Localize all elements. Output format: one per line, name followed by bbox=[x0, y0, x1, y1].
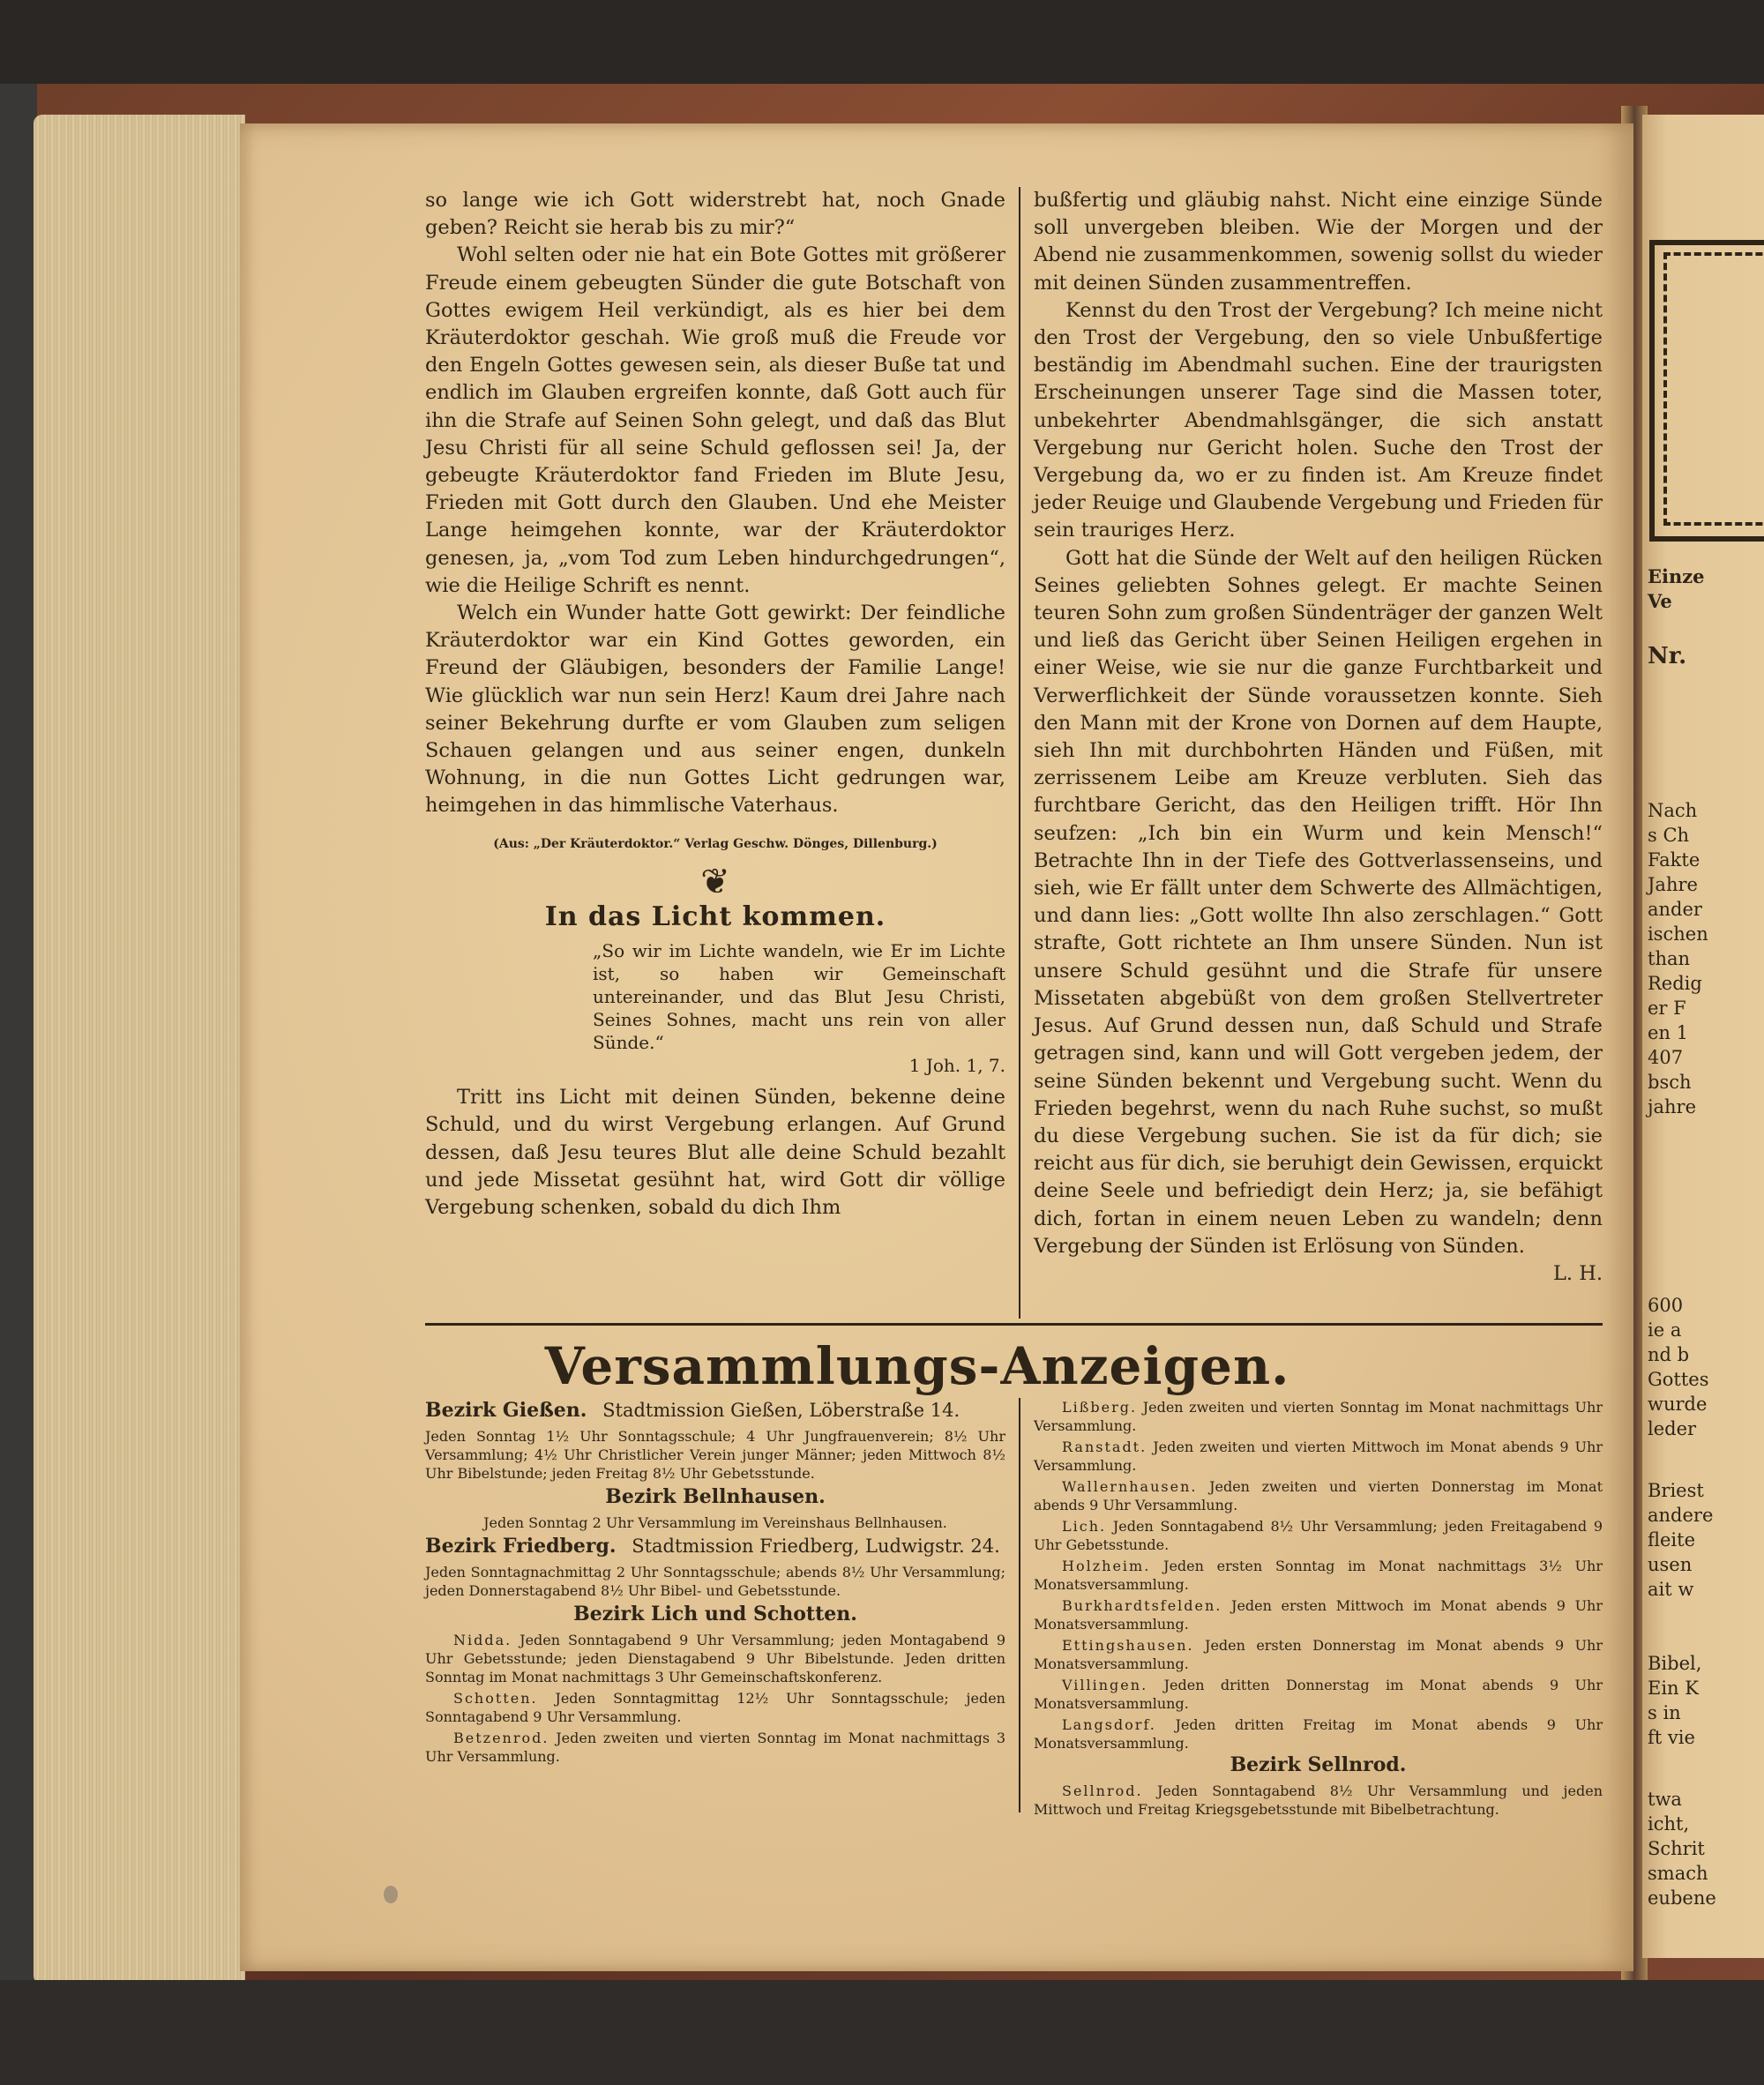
district-name: Bezirk Friedberg. bbox=[425, 1535, 617, 1558]
fragment-text: s in bbox=[1648, 1702, 1681, 1723]
signature: L. H. bbox=[1552, 1261, 1603, 1285]
right-column bbox=[1034, 187, 1603, 1288]
fragment-text: ander bbox=[1648, 899, 1702, 920]
quote-reference: 1 Joh. 1, 7. bbox=[908, 1055, 1005, 1077]
ad-entry bbox=[1034, 1438, 1603, 1475]
ad-entry bbox=[425, 1689, 1005, 1726]
cover-bottom bbox=[0, 1980, 1764, 2085]
ad-entry bbox=[1034, 1557, 1603, 1594]
fragment-text: Fakte bbox=[1648, 849, 1700, 871]
paragraph: Tritt ins Licht mit deinen Sünden, bekenne deine Schuld, und du wirst Vergebung erlangen. Auf Grund dessen, daß Jesu teures Blut alle deine Schuld bezahlt und jede Missetat gesühnt hat, wird Gott dir völlige Vergebung schenken, sobald du dich Ihm bbox=[425, 1086, 1005, 1220]
ad-entry bbox=[1034, 1517, 1603, 1554]
fragment-text: Briest bbox=[1648, 1480, 1704, 1501]
ads-column-divider bbox=[1019, 1398, 1020, 1812]
fragment-text: s Ch bbox=[1648, 825, 1690, 846]
district-name: Bezirk Gießen. bbox=[425, 1399, 587, 1422]
ad-entry bbox=[1034, 1715, 1603, 1752]
fragment-text: Nach bbox=[1648, 800, 1698, 821]
paragraph: Kennst du den Trost der Vergebung? Ich meine nicht den Trost der Vergebung, den so viele Unbußfertige beständig im Abendmahl suchen. Eine der traurigsten Erscheinungen unserer Tage sind die Massen toter, unbekehrter Abendmahlsgänger, die sich anstatt Vergebung nur Gericht holen. Suche den Trost der Vergebung da, wo er zu finden ist. Am Kreuze findet jeder Reuige und Glaubende Vergebung und Frieden für sein trauriges Herz. bbox=[1034, 298, 1603, 542]
paragraph: bußfertig und gläubig nahst. Nicht eine einzige Sünde soll unvergeben bleiben. Wie der Morgen und der Abend nie zusammenkommen, sowenig sollst du wieder mit deinen Sünden zusammentreffen. bbox=[1034, 189, 1603, 295]
entry-text: Jeden zweiten und vierten Mittwoch im Monat abends 9 Uhr Versammlung. bbox=[1034, 1439, 1603, 1474]
entry-text: Jeden Sonntagabend 8½ Uhr Versammlung; jeden Freitagabend 9 Uhr Gebetsstunde. bbox=[1034, 1518, 1603, 1553]
place-name: Sellnrod. bbox=[1062, 1782, 1143, 1799]
fragment-text: smach bbox=[1648, 1863, 1708, 1884]
fragment-text: ait w bbox=[1648, 1579, 1694, 1600]
place-name: Ettingshausen. bbox=[1062, 1637, 1194, 1654]
place-name: Ranstadt. bbox=[1062, 1439, 1147, 1455]
paragraph: Gott hat die Sünde der Welt auf den heiligen Rücken Seines geliebten Sohnes gelegt. Er machte Seinen teuren Sohn zum großen Sündenträger der ganzen Welt und ließ das Gericht über Seinen Heiligen ergehen in einer Weise, wie sie nur die ganze Furchtbarkeit und Verwerflichkeit der Sünde voraussetzen konnte. Sieh den Mann mit der Krone von Dornen auf dem Haupte, sieh Ihn mit durchbohrten Händen und Füßen, mit zerrissenem Leibe am Kreuze verbluten. Sieh das furchtbare Gericht, das den Heiligen trifft. Hör Ihn seufzen: „Ich bin ein Wurm und kein Mensch!“ Betrachte Ihn in der Tiefe des Gottverlassenseins, und sieh, wie Er fällt unter dem Schwerte des Allmächtigen, und dann lies: „Gott wollte Ihn also zerschlagen.“ Gott strafte, Gott richtete an Ihm unsere Sünden. Nun ist unsere Schuld gesühnt und die Strafe für unsere Missetaten abgebüßt von dem großen Stellvertreter Jesus. Auf Grund dessen nun, daß Schuld und Strafe getragen sind, kann und will Gott vergeben jedem, der seine Sünden bekennt und Vergebung sucht. Wenn du Frieden begehrst, wenn du nach Ruhe suchst, so mußt du diese Vergebung suchen. Sie ist da für dich; sie reicht aus für dich, sie beruhigt dein Gewissen, erquickt deine Seele und befriedigt dein Herz; ja, sie befähigt dich, fortan in einem neuen Leben zu wandeln; denn Vergebung der Sünden ist Erlösung von Sünden. bbox=[1034, 546, 1603, 1258]
fragment-text: fleite bbox=[1648, 1529, 1696, 1551]
place-name: Langsdorf. bbox=[1062, 1716, 1156, 1733]
cover-edge bbox=[0, 84, 37, 2007]
district-heading: Bezirk Sellnrod. bbox=[1230, 1753, 1407, 1776]
fragment-text: Bibel, bbox=[1648, 1653, 1702, 1674]
fragment-text: Schrit bbox=[1648, 1838, 1705, 1859]
article-title: In das Licht kommen. bbox=[544, 901, 886, 933]
ads-left-column bbox=[425, 1398, 1005, 1768]
paper-stain bbox=[384, 1886, 398, 1903]
ad-entry bbox=[425, 1729, 1005, 1766]
place-name: Nidda. bbox=[453, 1632, 512, 1648]
entry-text: Jeden ersten Mittwoch im Monat abends 9 Uhr Monatsversammlung. bbox=[1034, 1597, 1603, 1633]
fragment-text: ischen bbox=[1648, 923, 1708, 945]
page-stack-edge bbox=[34, 115, 245, 1984]
paragraph: Welch ein Wunder hatte Gott gewirkt: Der feindliche Kräuterdoktor war ein Kind Gottes geworden, ein Freund der Gläubigen, besonders der Familie Lange! Wie glücklich war nun sein Herz! Kaum drei Jahre nach seiner Bekehrung durfte er vom Glauben zum seligen Schauen gelangen und aus seiner engen, dunkeln Wohnung, in die nun Gottes Licht gedrungen war, heimgehen in das himmlische Vaterhaus. bbox=[425, 602, 1005, 818]
district-heading bbox=[425, 1537, 1005, 1556]
place-name: Betzenrod. bbox=[453, 1730, 549, 1746]
entry-text: Jeden Sonntagabend 8½ Uhr Versammlung und jeden Mittwoch und Freitag Kriegsgebetsstunde mit Bibelbetrachtung. bbox=[1034, 1782, 1603, 1818]
fragment-text: en 1 bbox=[1648, 1022, 1688, 1043]
next-page-fragment bbox=[1642, 115, 1764, 1958]
fragment-text: Ein K bbox=[1648, 1678, 1699, 1699]
ad-entry bbox=[1034, 1596, 1603, 1633]
ads-banner-title: Versammlungs-Anzeigen. bbox=[544, 1336, 1290, 1396]
district-text: Jeden Sonntag 1½ Uhr Sonntagsschule; 4 Uhr Jungfrauenverein; 8½ Uhr Versammlung; 4½ Uhr Christlicher Verein junger Männer; jeden Mittwoch 8½ Uhr Bibelstunde; jeden Freitag 8½ Uhr Gebetsstunde. bbox=[425, 1428, 1005, 1482]
fragment-text: andere bbox=[1648, 1505, 1714, 1526]
ornamental-frame-inner bbox=[1663, 252, 1764, 526]
entry-text: Jeden zweiten und vierten Sonntag im Monat nachmittags 3 Uhr Versammlung. bbox=[425, 1730, 1005, 1765]
fragment-text: Einze bbox=[1648, 565, 1705, 587]
fragment-text: Redig bbox=[1648, 973, 1702, 994]
place-name: Lich. bbox=[1062, 1518, 1107, 1535]
entry-text: Jeden Sonntagmittag 12½ Uhr Sonntagsschule; jeden Sonntagabend 9 Uhr Versammlung. bbox=[425, 1690, 1005, 1725]
fragment-text: leder bbox=[1648, 1418, 1697, 1439]
ad-entry bbox=[1034, 1782, 1603, 1819]
left-column bbox=[425, 187, 1005, 1222]
fragment-text: icht, bbox=[1648, 1813, 1690, 1835]
fragment-text: 600 bbox=[1648, 1295, 1684, 1316]
fragment-text: than bbox=[1648, 948, 1691, 969]
fragment-text: nd b bbox=[1648, 1344, 1690, 1365]
place-name: Holzheim. bbox=[1062, 1558, 1151, 1574]
district-heading: Bezirk Lich und Schotten. bbox=[573, 1603, 857, 1625]
fragment-text: Ve bbox=[1648, 590, 1672, 612]
place-name: Schotten. bbox=[453, 1690, 538, 1707]
entry-text: Jeden zweiten und vierten Sonntag im Monat nachmittags Uhr Versammlung. bbox=[1034, 1399, 1603, 1434]
fragment-text: ie a bbox=[1648, 1319, 1682, 1341]
fragment-text: er F bbox=[1648, 998, 1686, 1019]
ad-entry bbox=[1034, 1398, 1603, 1435]
ads-right-column bbox=[1034, 1398, 1603, 1821]
fragment-text: wurde bbox=[1648, 1394, 1708, 1415]
fragment-text: bsch bbox=[1648, 1072, 1692, 1093]
fragment-text: jahre bbox=[1648, 1096, 1697, 1117]
fragment-text: Nr. bbox=[1648, 643, 1687, 669]
section-rule bbox=[425, 1323, 1603, 1326]
district-address: Stadtmission Gießen, Löberstraße 14. bbox=[602, 1400, 960, 1421]
quote-text: „So wir im Lichte wandeln, wie Er im Lichte ist, so haben wir Gemeinschaft untereinander, und das Blut Jesu Christi, Seines Sohnes, macht uns rein von aller Sünde.“ bbox=[593, 940, 1005, 1054]
ornament-icon: ❦ bbox=[700, 861, 730, 902]
place-name: Villingen. bbox=[1062, 1677, 1148, 1693]
entry-text: Jeden zweiten und vierten Donnerstag im Monat abends 9 Uhr Versammlung. bbox=[1034, 1478, 1603, 1513]
fragment-text: usen bbox=[1648, 1554, 1693, 1575]
ad-entry bbox=[1034, 1477, 1603, 1514]
bible-quote bbox=[593, 939, 1005, 1077]
fragment-text: eubene bbox=[1648, 1887, 1716, 1909]
district-address: Stadtmission Friedberg, Ludwigstr. 24. bbox=[632, 1536, 1000, 1557]
paragraph: so lange wie ich Gott widerstrebt hat, noch Gnade geben? Reicht sie herab bis zu mir?“ bbox=[425, 189, 1005, 240]
district-text: Jeden Sonntag 2 Uhr Versammlung im Vereinshaus Bellnhausen. bbox=[483, 1514, 947, 1531]
place-name: Lißberg. bbox=[1062, 1399, 1138, 1416]
entry-text: Jeden dritten Donnerstag im Monat abends 9 Uhr Monatsversammlung. bbox=[1034, 1677, 1603, 1712]
district-text: Jeden Sonntagnachmittag 2 Uhr Sonntagsschule; abends 8½ Uhr Versammlung; jeden Donnerstagabend 8½ Uhr Bibel- und Gebetsstunde. bbox=[425, 1564, 1005, 1599]
ad-entry bbox=[1034, 1676, 1603, 1713]
column-divider bbox=[1019, 187, 1020, 1319]
place-name: Burkhardtsfelden. bbox=[1062, 1597, 1222, 1614]
entry-text: Jeden dritten Freitag im Monat abends 9 Uhr Monatsversammlung. bbox=[1034, 1716, 1603, 1752]
fragment-text: Jahre bbox=[1648, 874, 1698, 895]
paragraph: Wohl selten oder nie hat ein Bote Gottes mit größerer Freude einem gebeugten Sünder die gute Botschaft von Gottes ewigem Heil verkündigt, als es hier bei dem Kräuterdoktor geschah. Wie groß muß die Freude vor den Engeln Gottes gewesen sein, als dieser Buße tat und endlich im Glauben ergreifen konnte, daß Gott auch für ihn die Strafe auf Seinen Sohn gelegt, und daß das Blut Jesu Christi für all seine Schuld geflossen sei! Ja, der gebeugte Kräuterdoktor fand Frieden im Blute Jesu, Frieden mit Gott durch den Glauben. Und ehe Meister Lange heimgehen konnte, war der Kräuterdoktor genesen, ja, „vom Tod zum Leben hindurchgedrungen“, wie die Heilige Schrift es nennt. bbox=[425, 243, 1005, 597]
entry-text: Jeden ersten Sonntag im Monat nachmittags 3½ Uhr Monatsversammlung. bbox=[1034, 1558, 1603, 1593]
place-name: Wallernhausen. bbox=[1062, 1478, 1198, 1495]
fragment-text: twa bbox=[1648, 1789, 1682, 1810]
entry-text: Jeden Sonntagabend 9 Uhr Versammlung; jeden Montagabend 9 Uhr Gebetsstunde; jeden Dienstagabend 9 Uhr Bibelstunde. Jeden dritten Sonntag im Monat nachmittags 3 Uhr Gemeinschaftskonferenz. bbox=[425, 1632, 1006, 1685]
fragment-text: Gottes bbox=[1648, 1369, 1709, 1390]
ad-entry bbox=[1034, 1636, 1603, 1673]
fragment-text: ft vie bbox=[1648, 1727, 1695, 1748]
entry-text: Jeden ersten Donnerstag im Monat abends 9 Uhr Monatsversammlung. bbox=[1034, 1637, 1603, 1672]
district-heading: Bezirk Bellnhausen. bbox=[605, 1485, 826, 1508]
source-citation: (Aus: „Der Kräuterdoktor.“ Verlag Geschw. Dönges, Dillenburg.) bbox=[493, 836, 938, 851]
fragment-text: 407 bbox=[1648, 1047, 1684, 1068]
district-heading bbox=[425, 1401, 1005, 1420]
ad-entry bbox=[425, 1631, 1005, 1686]
